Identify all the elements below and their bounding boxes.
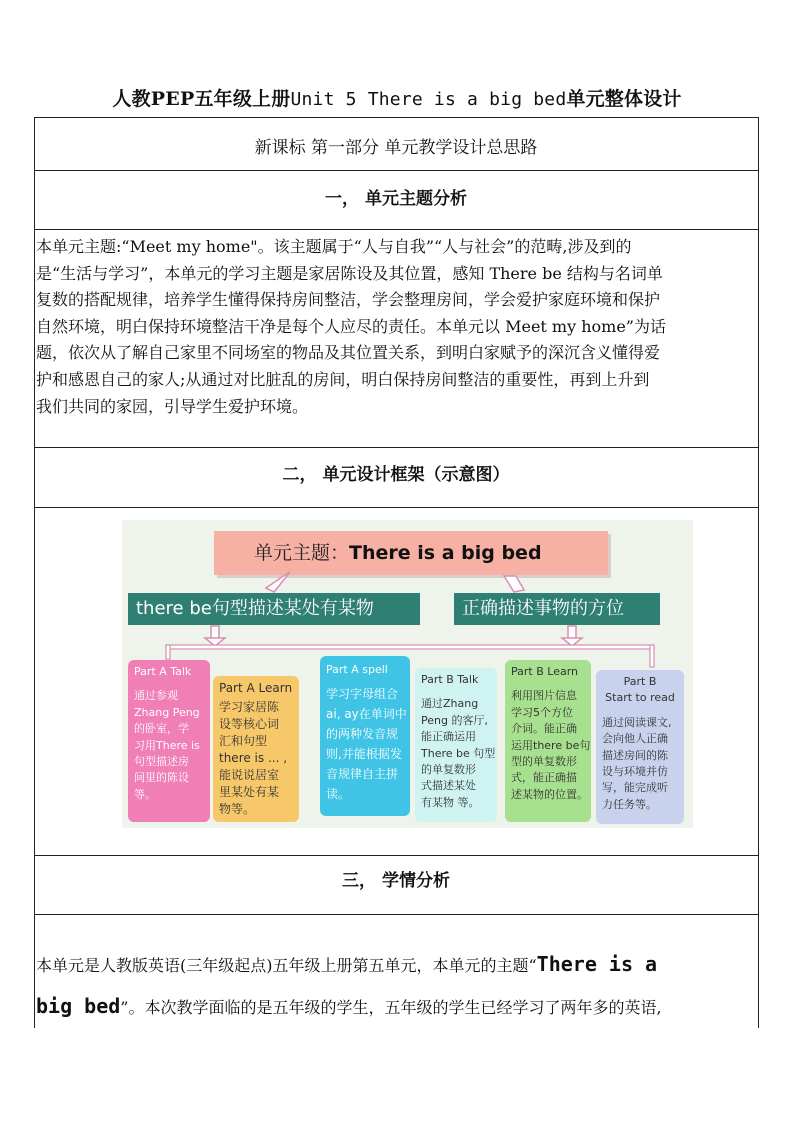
table-divider bbox=[34, 170, 758, 171]
table-divider bbox=[34, 447, 758, 448]
document-title: 人教PEP五年级上册Unit 5 There is a big bed单元整体设计 bbox=[112, 88, 682, 110]
card-part-b-learn: Part B Learn 利用图片信息 学习5个方位 介词。能正确 运用there be句 型的单复数形 式，能正确描 述某物的位置。 bbox=[505, 660, 591, 822]
arrow-left-icon bbox=[266, 572, 290, 592]
section-header-students: 三， 学情分析 bbox=[342, 871, 450, 891]
card-part-a-learn: Part A Learn 学习家居陈 设等核心词 汇和句型 there is ... , 能说说居室 里某处有某 物等。 bbox=[213, 676, 299, 822]
card-part-b-talk: Part B Talk 通过Zhang Peng 的客厅, 能正确运用 There be 句型 的单复数形 式描述某处 有某物 等。 bbox=[415, 668, 497, 822]
section-header-theme: 一， 单元主题分析 bbox=[325, 189, 467, 209]
table-divider bbox=[34, 229, 758, 230]
band-positions: 正确描述事物的方位 bbox=[454, 593, 660, 625]
connector-bar bbox=[166, 645, 654, 649]
band-there-be: there be句型描述某处有某物 bbox=[128, 593, 420, 625]
card-part-a-spell: Part A spell 学习字母组合 ai, ay在单词中 的两种发音规 则,并能根据发 音规律自主拼 读。 bbox=[320, 656, 410, 816]
table-divider bbox=[34, 507, 758, 508]
section-header-framework: 二， 单元设计框架（示意图） bbox=[282, 465, 510, 485]
unit-framework-diagram bbox=[122, 520, 693, 828]
unit-theme-box: 单元主题：There is a big bed bbox=[214, 531, 608, 575]
theme-analysis-paragraph: 本单元主题:“Meet my home"。该主题属于“人与自我”“人与社会”的范畴,涉及到的 是“生活与学习”，本单元的学习主题是家居陈设及其位置，感知 There be 结构与名词单 复数的搭配规律，培养学生懂得保持房间整洁，学会整理房间，学会爱护家庭环境和保护 自然环境，明白保持环境整洁干净是每个人应尽的责任。本单元以 Meet my home”为话 题，依次从了解自己家里不同场室的物品及其位置关系，到明白家赋予的深沉含义懂得爱 护和感恩自己的家人;从通过对比脏乱的房间，明白保持房间整洁的重要性，再到上升到 我们共同的家园，引导学生爱护环境。 bbox=[36, 237, 666, 416]
student-analysis-paragraph: 本单元是人教版英语(三年级起点)五年级上册第五单元，本单元的主题“There is a big bed”。本次教学面临的是五年级的学生，五年级的学生已经学习了两年多的英语, bbox=[36, 952, 662, 1018]
card-part-b-read: Part B Start to read 通过阅读课文, 会向他人正确 描述房间的陈 设与环境并仿 写，能完成听 力任务等。 bbox=[596, 670, 684, 824]
section-header-standard: 新课标 第一部分 单元教学设计总思路 bbox=[254, 138, 538, 158]
table-divider bbox=[34, 855, 758, 856]
table-divider bbox=[34, 914, 758, 915]
arrow-right-icon bbox=[504, 576, 524, 592]
card-part-a-talk: Part A Talk 通过参观 Zhang Peng 的卧室，学 习用There is 句型描述房 间里的陈设 等。 bbox=[128, 660, 210, 822]
